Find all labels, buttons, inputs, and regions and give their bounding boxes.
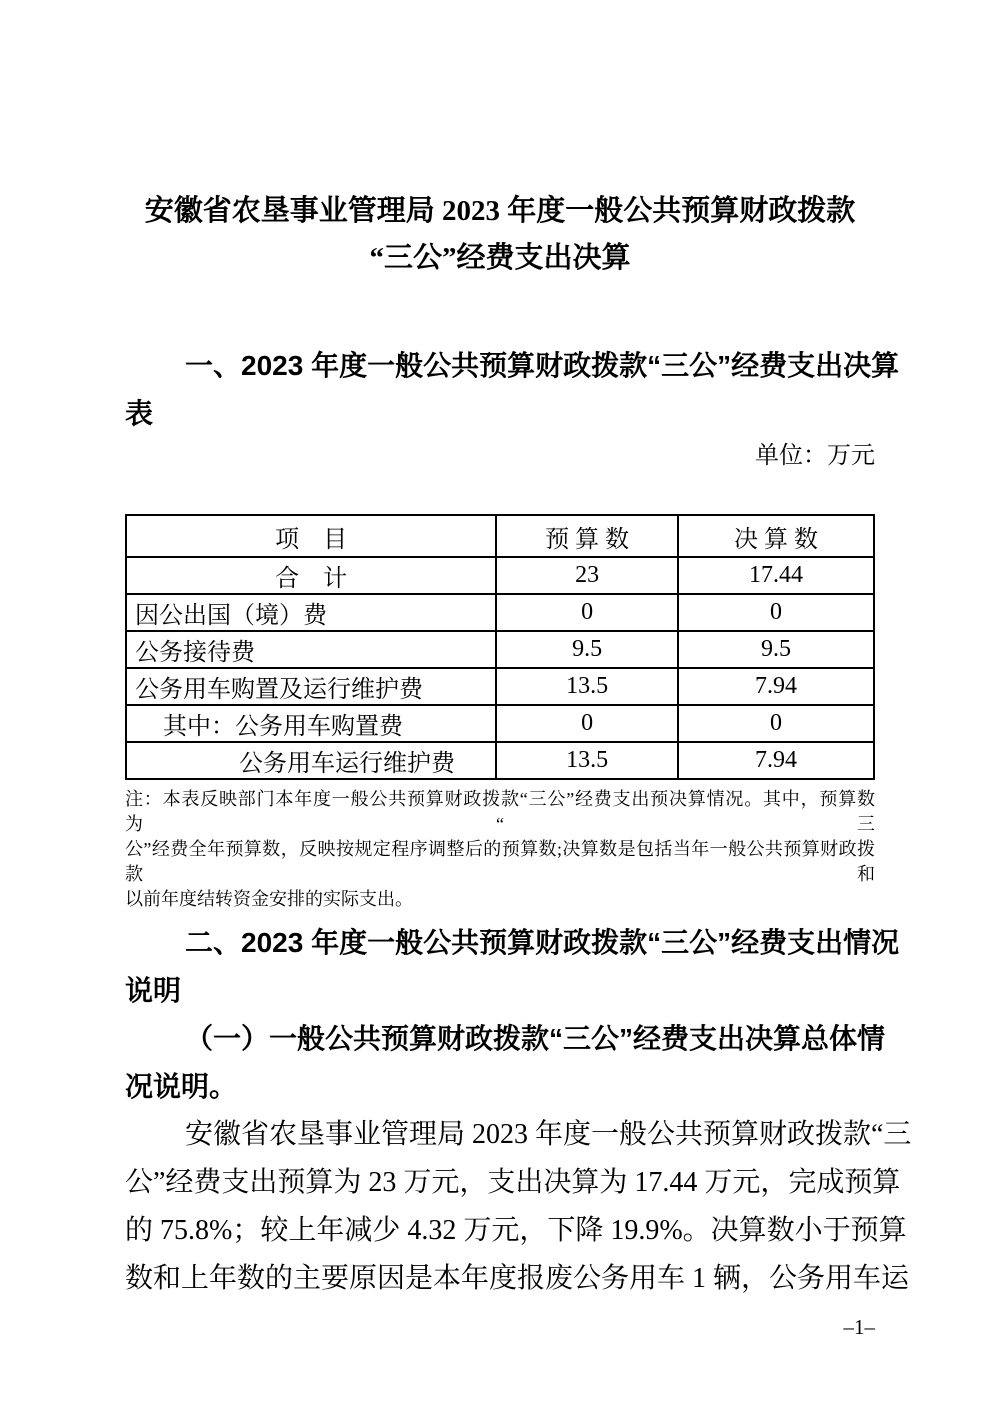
section1-heading: [125, 342, 900, 438]
note-line-1: 注：本表反映部门本年度一般公共预算财政拨款“三公”经费支出预决算情况。其中，预算数为“三: [125, 789, 875, 834]
paragraph-line-3: 的 75.8%；较上年减少 4.32 万元，下降 19.9%。决算数小于预算: [125, 1215, 907, 1246]
table-row: [126, 705, 874, 742]
sangong-expense-table: [125, 514, 875, 780]
note-line-2: 公”经费全年预算数，反映按规定程序调整后的预算数;决算数是包括当年一般公共预算财政拨款和: [125, 839, 875, 884]
final-cell: 7.94: [678, 742, 874, 779]
paragraph-line-4: 数和上年数的主要原因是本年度报废公务用车 1 辆，公务用车运: [125, 1263, 910, 1294]
table-row: [126, 742, 874, 779]
subsection1-heading: [125, 1015, 886, 1111]
table-row: [126, 668, 874, 705]
item-cell: 公务用车购置及运行维护费: [126, 668, 496, 705]
subsection1-heading-line-1: （一）一般公共预算财政拨款“三公”经费支出决算总体情: [185, 1023, 886, 1054]
table-row: [126, 594, 874, 631]
item-cell: 因公出国（境）费: [126, 594, 496, 631]
final-cell: 9.5: [678, 631, 874, 668]
section2-heading-line-1: 二、2023 年度一般公共预算财政拨款“三公”经费支出情况: [185, 927, 900, 958]
note-line-3: 以前年度结转资金安排的实际支出。: [125, 889, 413, 909]
subsection1-heading-line-2: 况说明。: [125, 1071, 238, 1102]
section2-heading: [125, 919, 900, 1015]
paragraph-line-2: 公”经费支出预算为 23 万元，支出决算为 17.44 万元，完成预算: [125, 1167, 901, 1198]
page-number: –1–: [843, 1315, 875, 1339]
final-cell: 7.94: [678, 668, 874, 705]
paragraph-line-1: 安徽省农垦事业管理局 2023 年度一般公共预算财政拨款“三: [185, 1119, 912, 1150]
table-header-row: [126, 515, 874, 557]
header-final: 决 算 数: [678, 515, 874, 557]
budget-cell: 9.5: [496, 631, 678, 668]
table-note: [125, 787, 875, 912]
budget-cell: 0: [496, 594, 678, 631]
final-cell: 0: [678, 705, 874, 742]
table-row: [126, 557, 874, 594]
unit-label: 单位：万元: [755, 443, 875, 469]
section2-heading-line-2: 说明: [125, 975, 182, 1006]
budget-cell: 23: [496, 557, 678, 594]
item-cell: 公务接待费: [126, 631, 496, 668]
budget-cell: 0: [496, 705, 678, 742]
section1-heading-line-1: 一、2023 年度一般公共预算财政拨款“三公”经费支出决算: [185, 350, 900, 381]
item-cell: 其中：公务用车购置费: [126, 705, 496, 742]
header-item: 项 目: [126, 515, 496, 557]
header-budget: 预 算 数: [496, 515, 678, 557]
table-row: [126, 631, 874, 668]
final-cell: 17.44: [678, 557, 874, 594]
document-title-line-1: 安徽省农垦事业管理局 2023 年度一般公共预算财政拨款: [144, 195, 856, 227]
item-cell: 公务用车运行维护费: [126, 742, 496, 779]
section1-heading-line-2: 表: [125, 398, 154, 429]
document-title: [125, 188, 875, 282]
body-paragraph: [125, 1111, 912, 1303]
item-cell: 合 计: [126, 557, 496, 594]
budget-cell: 13.5: [496, 668, 678, 705]
document-title-line-2: “三公”经费支出决算: [369, 242, 631, 274]
budget-cell: 13.5: [496, 742, 678, 779]
final-cell: 0: [678, 594, 874, 631]
